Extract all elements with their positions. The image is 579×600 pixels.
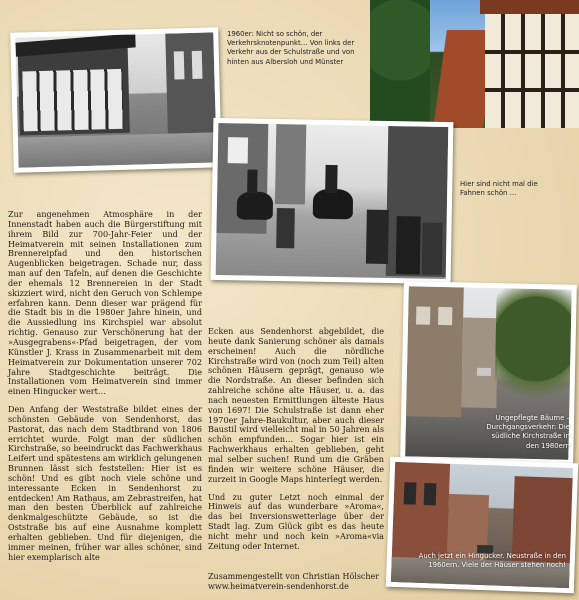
- photo-colour-houses: [370, 0, 579, 128]
- photo-horses-parade: [211, 118, 454, 284]
- text-column-left: [8, 210, 202, 571]
- caption-flags: Hier sind nicht mal die Fahnen schön …: [460, 180, 538, 198]
- caption-traffic-junction: 1960er: Nicht so schön, der Verkehrsknotenpunkt… Von links der Verkehr aus der Schulstraße und von hinten aus Albersloh und Münster: [227, 30, 355, 66]
- credit: [208, 572, 384, 592]
- photo-neustrasse-1960s: [386, 457, 578, 593]
- photo-street-1960s: [10, 27, 222, 172]
- credit-author: Zusammengestellt von Christian Hölscher: [208, 572, 380, 581]
- paragraph-weststrasse: Den Anfang der Weststraße bildet eines der schönsten Gebäude von Sendenhorst, das Pastorat, das nach dem Stadtbrand von 1806 errichtet wurde. Folgt man der südlichen Kirchstraße, so beeindruckt das Fachwerkhaus Leifert und spätestens am wirklich gelungenen Brunnen lässt sich feststellen: Hier ist es schön! Und es gibt noch viele schöne und interessante Ecken in Sendenhorst zu entdecken! Am Rathaus, am Zebrastreifen, hat man den besten Überblick auf zahlreiche denkmalgeschützte Gebäude, so ist die Oststraße bis auf eine Ausnahme komplett erhalten geblieben. Und für diejenigen, die immer meinen, früher war alles schöner, sind hier exemplarisch alte: [8, 404, 202, 562]
- caption-trees: Ungepflegte Bäume – Durchgangsverkehr: Die südliche Kirchstraße in den 1980ern: [486, 414, 570, 450]
- paragraph-aroma: Und zu guter Letzt noch einmal der Hinweis auf das wunderbare »Aroma«, das bei Inversionswetterlage über der Stadt lag. Zum Glück gibt es das heute nicht mehr und noch kein »Aroma«via Zeitung oder Internet.: [208, 491, 384, 551]
- paragraph-atmosphere: Zur angenehmen Atmosphäre in der Innenstadt haben auch die Bürgerstiftung mit ihrem Bild zur 700-Jahr-Feier und der Heimatverein mit seinen Installationen zum Brennereipfad und den historischen Augenblicken beigetragen. Schade nur, dass man auf den Tafeln, auf denen die Geschichte der ehemals 12 Brennereien in der Stadt skizziert wird, nicht den Geruch von Schlempe erfahren kann. Denn dieser war prägend für die Stadt bis in die 1980er Jahre hinein, und die Aussiedlung ins Kirchspiel war absolut richtig. Genauso zur Verschönerung hat der »Ausgegrabens«-Pfad beigetragen, der vom Künstler J. Krass in Zusammenarbeit mit dem Heimatverein zur Dokumentation unserer 702 Jahre Stadtgeschichte beiträgt. Die Installationen vom Heimatverein sind immer einen Hingucker wert…: [8, 209, 202, 397]
- paragraph-sanierung: Ecken aus Sendenhorst abgebildet, die heute dank Sanierung schöner als damals erscheinen! Auch die nördliche Kirchstraße wird von (noch zum Teil) alten schönen Häusern geprägt, genauso wie die Nordstraße. An dieser befinden sich zahlreiche schöne alte Häuser, u. a. das nach neuesten Ermittlungen älteste Haus von 1697! Die Schulstraße ist dann eher 1970er Jahre-Baukultur, aber auch dieser Baustil wird vielleicht mal in 50 Jahren als schön empfunden… Sogar hier ist ein Fachwerkhaus erhalten geblieben, geht mal selber suchen! Rund um die Gräben finden wir weitere schöne Häuser, die zurzeit in Google Maps hinterlegt werden.: [208, 326, 384, 484]
- text-column-right: [208, 327, 384, 560]
- credit-website[interactable]: www.heimatverein-sendenhorst.de: [208, 582, 349, 591]
- caption-neustrasse: Auch jetzt ein Hingucker. Neustraße in den 1960ern. Viele der Häuser stehen noch!: [418, 552, 566, 570]
